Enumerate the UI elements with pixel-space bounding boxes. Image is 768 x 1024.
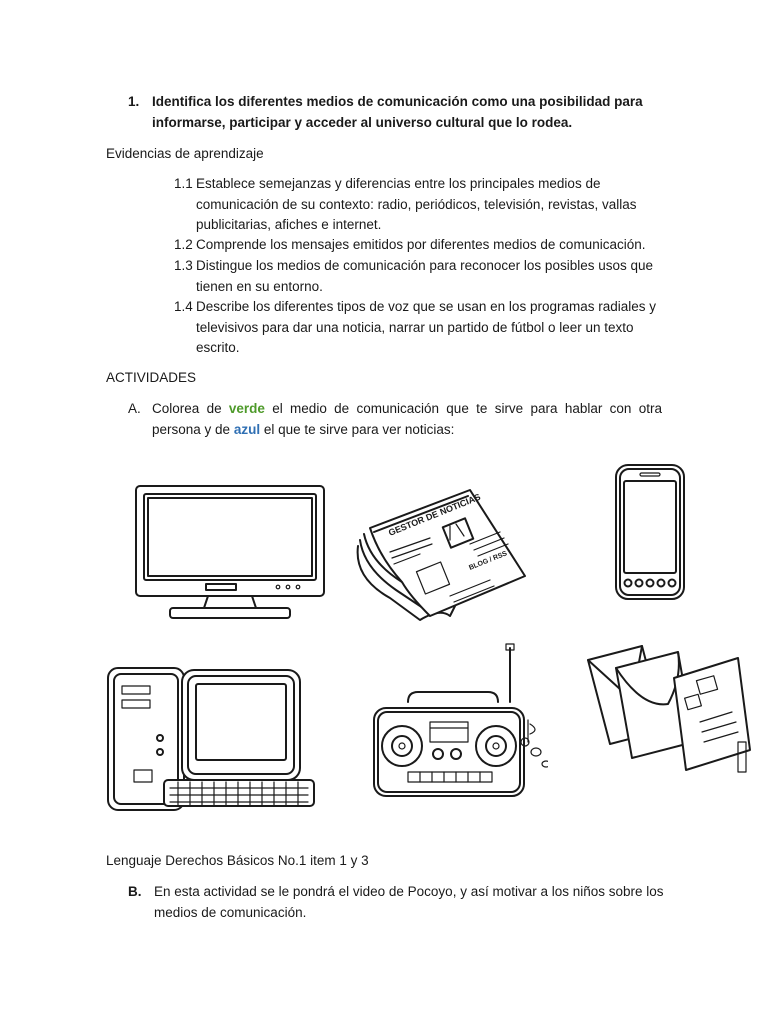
activity-a-part3: el que te sirve para ver noticias: [260,421,455,437]
evidence-text: Comprende los mensajes emitidos por diferentes medios de comunicación. [196,237,646,252]
activity-b-text: En esta actividad se le pondrá el video de Pocoyo, y así motivar a los niños sobre los medios de comunicación. [154,884,664,920]
computer-image [104,662,322,814]
envelopes-image [582,638,752,780]
evidence-number: 1.3 [174,258,193,273]
smartphone-image [612,462,688,602]
evidence-text: Establece semejanzas y diferencias entre los principales medios de comunicación de su contexto: radio, periódicos, televisión, revistas, vallas publicitarias, afiches e internet. [196,176,637,232]
newspaper-image [350,478,535,626]
green-word: verde [228,401,265,416]
evidence-item [174,297,664,359]
evidence-number: 1.2 [174,237,193,252]
footer-line: Lenguaje Derechos Básicos No.1 item 1 y 3 [106,853,369,868]
activity-a-text [152,399,662,440]
activity-a-part2: el medio de comunicación que te sirve para hablar con otra persona y de [152,401,662,437]
newspaper-title: GESTOR DE NOTICIAS [387,491,482,538]
evidence-item [174,174,664,236]
evidence-number: 1.1 [174,176,193,191]
newspaper-blog: BLOG / RSS [468,550,509,572]
evidence-item [174,256,664,297]
blue-word: azul [233,421,261,437]
television-image [130,478,330,623]
activity-b-letter: B. [128,884,142,899]
activity-a-letter: A. [128,401,141,416]
radio-image [368,642,548,800]
evidence-number: 1.4 [174,299,193,314]
evidence-item [174,235,664,256]
activities-heading: ACTIVIDADES [106,370,197,385]
activity-a-part1: Colorea de [152,401,229,416]
evidence-text: Distingue los medios de comunicación para reconocer los posibles usos que tienen en su entorno. [196,258,654,294]
objective-number: 1. [128,94,140,109]
objective-text: Identifica los diferentes medios de comunicación como una posibilidad para informarse, participar y acceder al universo cultural que lo rodea. [152,94,643,130]
evidence-text: Describe los diferentes tipos de voz que se usan en los programas radiales y televisivos para dar una noticia, narrar un partido de fútbol o leer un texto escrito. [196,299,656,355]
evidence-heading: Evidencias de aprendizaje [106,146,264,161]
